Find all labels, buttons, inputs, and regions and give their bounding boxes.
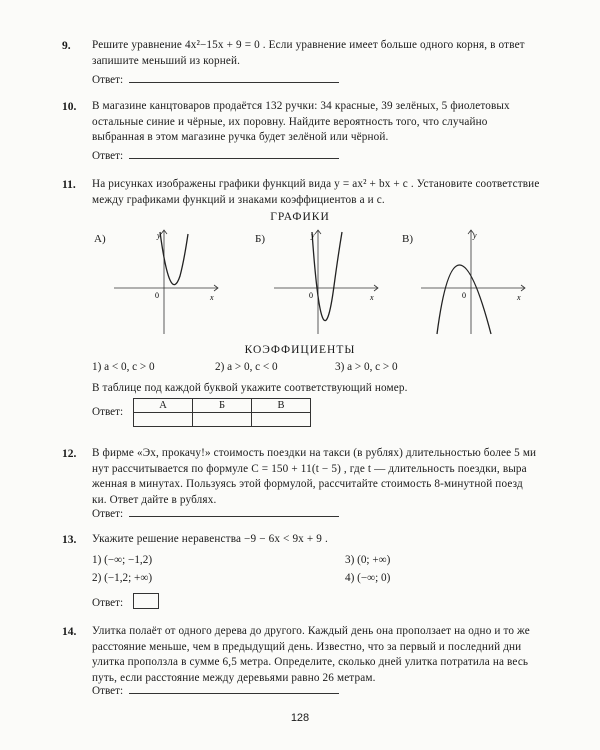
table-cell-v[interactable] [252,413,311,427]
answer-box[interactable] [133,593,159,609]
question-number: 14. [62,626,77,638]
answer-label: Ответ: [92,508,124,520]
answer-field[interactable] [129,506,339,517]
answer-field[interactable] [129,683,339,694]
answer-label: Ответ: [92,685,124,697]
axis-y-label: y [311,231,315,240]
graph-a-label: А) [94,233,106,245]
axis-x-label: x [517,293,521,302]
question-number: 10. [62,101,77,113]
axis-x-label: x [210,293,214,302]
answer-label: Ответ: [92,406,124,418]
question-number: 13. [62,534,77,546]
table-header-b: Б [193,399,252,413]
question-text: Улитка полаёт от одного дерева до другого. Каждый день она проползает на одно и то же расстояние меньше, чем в предыдущий день. Известно, что за первый и последний дни улитка проползла в сумме 6,5 метра. Определите, сколько дней улитка потратила на весь путь, если расстояние между деревьями равно 26 метрам. [92,625,530,684]
page-number: 128 [290,712,310,724]
coefficients-heading: КОЭФФИЦИЕНТЫ [244,344,356,356]
graphs-heading: ГРАФИКИ [270,211,330,223]
answer-label: Ответ: [92,74,124,86]
answer-row [92,72,339,86]
question-text: Решите уравнение 4x²−15x + 9 = 0 . Если уравнение имеет больше одного корня, в ответ запишите меньший из корней. [92,39,525,67]
question-text: В магазине канцтоваров продаётся 132 ручки: 34 красные, 39 зелёных, 5 фиолетовых остальные синие и чёрные, их поровну. Найдите вероятность того, что случайно выбранная в этом магазине ручка будет зелёной или чёрной. [92,100,510,143]
graph-b-label: Б) [255,233,265,245]
table-header-a: А [134,399,193,413]
axis-y-label: y [473,231,477,240]
option-2: 2) a > 0, c < 0 [215,361,278,373]
option-3: 3) a > 0, c > 0 [335,361,398,373]
axis-x-label: x [370,293,374,302]
origin-label: 0 [309,291,313,300]
table-cell-b[interactable] [193,413,252,427]
option-1: 1) a < 0, c > 0 [92,361,155,373]
option-3: 3) (0; +∞) [345,554,391,566]
option-1: 1) (−∞; −1,2) [92,554,153,566]
answer-row [92,506,339,520]
answer-field[interactable] [129,148,339,159]
axis-y-label: y [157,231,161,240]
table-cell-a[interactable] [134,413,193,427]
answer-label: Ответ: [92,597,124,609]
answer-label: Ответ: [92,150,124,162]
question-number: 11. [62,179,76,191]
graph-b [268,226,383,338]
answer-field[interactable] [129,72,339,83]
option-2: 2) (−1,2; +∞) [92,572,153,584]
option-4: 4) (−∞; 0) [345,572,391,584]
question-text: В фирме «Эх, прокачу!» стоимость поездки на такси (в рублях) длительностью более 5 ми нут рассчитывается по формуле C = 150 + 11(t − 5) , где t — длительность поездки, выра женная в минутах. Пользуясь этой формулой, рассчитайте стоимость 8-минутной поезд ки. Ответ дайте в рублях. [92,447,537,506]
graph-v-label: В) [402,233,413,245]
origin-label: 0 [155,291,159,300]
question-text: Укажите решение неравенства −9 − 6x < 9x + 9 . [92,533,328,545]
question-text: На рисунках изображены графики функций вида y = ax² + bx + c . Установите соответствие между графиками функций и знаками коэффициентов a и c. [92,178,540,206]
answer-row [92,148,339,162]
question-number: 9. [62,40,71,52]
graph-a [108,226,223,338]
question-number: 12. [62,448,77,460]
graph-v [415,226,530,338]
origin-label: 0 [462,291,466,300]
answer-row [92,683,339,697]
table-header-v: В [252,399,311,413]
answer-table [133,398,311,427]
table-instruction: В таблице под каждой буквой укажите соответствующий номер. [92,382,408,394]
